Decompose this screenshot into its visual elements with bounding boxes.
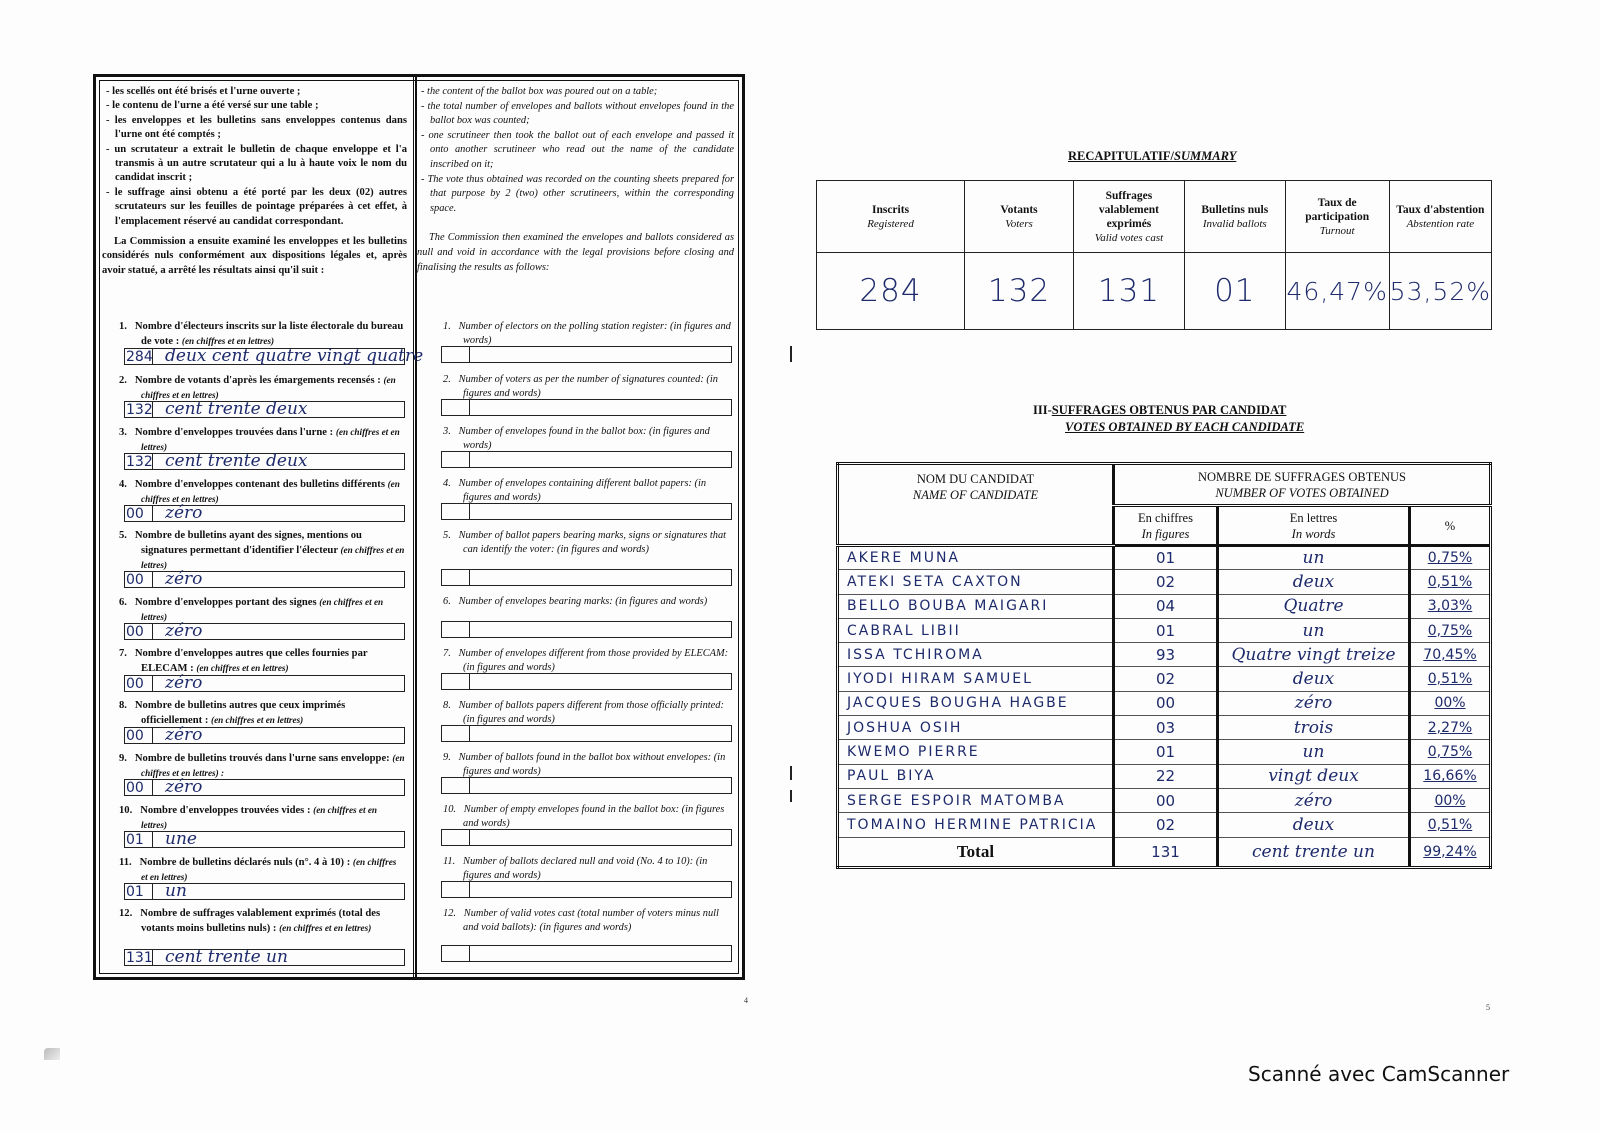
candidate-votes-words: trois	[1218, 716, 1410, 740]
question-en-7	[417, 647, 742, 675]
summary-title-en: SUMMARY	[1174, 149, 1237, 163]
answer-field[interactable]	[124, 727, 405, 744]
question-label: 4. Nombre d'enveloppes contenant des bulletins différents (en chiffres et en lettres)	[119, 479, 400, 504]
summary-invalid-value: 01	[1184, 253, 1285, 330]
answer-figure[interactable]: 00	[125, 624, 153, 639]
candidate-votes-words: un	[1218, 546, 1410, 570]
candidate-percent: 00%	[1410, 691, 1491, 715]
summary-voters-value: 132	[965, 253, 1074, 330]
answer-figure[interactable]	[442, 830, 470, 845]
summary-table	[816, 180, 1492, 330]
candidate-percent: 0,75%	[1410, 546, 1491, 570]
english-column	[416, 77, 742, 977]
question-fr-11	[96, 855, 413, 901]
candidate-votes-figure: 22	[1114, 764, 1218, 788]
intro-bullet: - un scrutateur a extrait le bulletin de chaque enveloppe et l'a transmis à un autre scrutateur qui a lu à haute voix le nom du candidat inscrit ;	[106, 143, 407, 184]
candidate-votes-words: Quatre	[1218, 594, 1410, 618]
answer-words[interactable]	[470, 946, 731, 961]
question-en-4	[417, 477, 742, 505]
answer-figure[interactable]: 00	[125, 728, 153, 743]
intro-bullet: - one scrutineer then took the ballot out of each envelope and passed it onto another scrutineer who read out the name of the candidate inscribed on it;	[421, 129, 734, 170]
answer-figure[interactable]: 132	[126, 402, 153, 418]
question-en-6	[417, 595, 742, 609]
answer-field[interactable]	[124, 779, 405, 796]
intro-bullet: - the content of the ballot box was poured out on a table;	[421, 86, 658, 97]
answer-field[interactable]	[441, 829, 732, 846]
summary-valid-votes-value: 131	[1073, 253, 1184, 330]
question-label: 8. Number of ballots papers different from those officially printed: (in figures and words)	[443, 700, 724, 725]
candidate-name: TOMAINO HERMINE PATRICIA	[838, 813, 1114, 837]
answer-field[interactable]	[124, 571, 405, 588]
answer-words[interactable]	[470, 452, 731, 467]
question-fr-5	[96, 529, 413, 589]
answer-words[interactable]: un	[165, 881, 187, 901]
candidate-name: JACQUES BOUGHA HAGBE	[838, 691, 1114, 715]
answer-figure[interactable]	[442, 452, 470, 467]
candidate-percent: 0,75%	[1410, 618, 1491, 642]
summary-header-row	[817, 181, 1492, 253]
answer-field[interactable]	[124, 505, 405, 522]
total-figure: 131	[1114, 837, 1218, 867]
candidate-name: ISSA TCHIROMA	[838, 643, 1114, 667]
candidate-votes-figure: 00	[1114, 788, 1218, 812]
candidate-percent: 0,51%	[1410, 667, 1491, 691]
question-en-12	[417, 907, 742, 935]
answer-words[interactable]	[470, 400, 731, 415]
answer-words[interactable]	[470, 570, 731, 585]
answer-figure[interactable]	[442, 674, 470, 689]
candidate-row	[838, 788, 1491, 812]
intro-bullet: - The vote thus obtained was recorded on the counting sheets prepared for that purpose by 2 (two) other scrutineers, within the corresponding space.	[421, 173, 734, 214]
question-label: 6. Nombre d'enveloppes portant des signes (en chiffres et en lettres)	[119, 597, 384, 622]
candidate-votes-words: un	[1218, 740, 1410, 764]
french-column	[96, 77, 424, 977]
page-number-right: 5	[1486, 1003, 1490, 1012]
question-label: 6. Number of envelopes bearing marks: (in figures and words)	[443, 596, 708, 607]
answer-words[interactable]: cent trente un	[165, 947, 288, 967]
answer-figure[interactable]	[442, 882, 470, 897]
candidate-name: ATEKI SETA CAXTON	[838, 570, 1114, 594]
answer-words[interactable]: cent trente deux	[165, 451, 308, 471]
candidate-votes-words: un	[1218, 618, 1410, 642]
page-number-left: 4	[744, 996, 748, 1005]
intro-bullet: - les enveloppes et les bulletins sans enveloppes contenus dans l'urne ont été comptés ;	[106, 114, 407, 141]
summary-header-voters: Votants Voters	[965, 181, 1074, 253]
question-fr-12	[96, 907, 413, 967]
answer-figure[interactable]: 00	[125, 676, 153, 691]
answer-field[interactable]	[441, 569, 732, 586]
question-fr-8	[96, 699, 413, 745]
answer-field[interactable]	[124, 623, 405, 640]
question-label: 9. Number of ballots found in the ballot box without envelopes: (in figures and words)	[443, 752, 726, 777]
candidate-votes-words: Quatre vingt treize	[1218, 643, 1410, 667]
answer-figure[interactable]: 01	[125, 884, 153, 899]
candidate-name: SERGE ESPOIR MATOMBA	[838, 788, 1114, 812]
candidates-total-row	[838, 837, 1491, 867]
question-label: 7. Number of envelopes different from those provided by ELECAM: (in figures and words)	[443, 648, 729, 673]
summary-title	[1068, 149, 1236, 164]
candidate-name: PAUL BIYA	[838, 764, 1114, 788]
candidate-row	[838, 764, 1491, 788]
total-label: Total	[838, 837, 1114, 867]
summary-header-valid-votes: Suffrages valablement exprimés Valid votes cast	[1073, 181, 1184, 253]
question-fr-6	[96, 595, 413, 641]
candidate-name: IYODI HIRAM SAMUEL	[838, 667, 1114, 691]
answer-words[interactable]: zéro	[165, 777, 203, 797]
question-label: 3. Number of envelopes found in the ballot box: (in figures and words)	[443, 426, 710, 451]
question-en-8	[417, 699, 742, 727]
candidate-votes-figure: 01	[1114, 618, 1218, 642]
question-fr-3	[96, 425, 413, 471]
question-en-5	[417, 529, 742, 557]
candidate-row	[838, 691, 1491, 715]
candidate-percent: 0,51%	[1410, 813, 1491, 837]
question-label: 2. Number of voters as per the number of signatures counted: (in figures and words)	[443, 374, 718, 399]
intro-french	[102, 85, 407, 278]
answer-words[interactable]	[470, 504, 731, 519]
summary-header-abstention: Taux d'abstention Abstention rate	[1389, 181, 1491, 253]
candidate-votes-figure: 02	[1114, 570, 1218, 594]
answer-words[interactable]	[470, 830, 731, 845]
question-label: 1. Number of electors on the polling station register: (in figures and words)	[443, 321, 731, 346]
binding-mark	[790, 346, 792, 362]
candidate-percent: 00%	[1410, 788, 1491, 812]
header-in-words: En lettres In words	[1218, 506, 1410, 546]
question-label: 12. Nombre de suffrages valablement exprimés (total des votants moins bulletins nuls) : (en chiffres et en lettres)	[119, 908, 381, 934]
answer-field[interactable]	[441, 881, 732, 898]
question-label: 11. Number of ballots declared null and void (No. 4 to 10): (in figures and words)	[443, 856, 708, 881]
question-en-10	[417, 803, 742, 831]
answer-words[interactable]	[470, 674, 731, 689]
answer-field[interactable]	[441, 451, 732, 468]
answer-figure[interactable]	[442, 778, 470, 793]
question-fr-4	[96, 477, 413, 523]
candidates-header-row	[838, 464, 1491, 506]
candidate-row	[838, 643, 1491, 667]
candidate-votes-words: zéro	[1218, 788, 1410, 812]
question-label: 4. Number of envelopes containing different ballot papers: (in figures and words)	[443, 478, 707, 503]
candidate-percent: 70,45%	[1410, 643, 1491, 667]
scanner-watermark: Scanné avec CamScanner	[1248, 1062, 1510, 1086]
candidate-votes-figure: 02	[1114, 667, 1218, 691]
binding-mark	[790, 766, 792, 780]
candidate-votes-words: deux	[1218, 667, 1410, 691]
question-en-11	[417, 855, 742, 883]
answer-field[interactable]	[441, 945, 732, 962]
candidate-votes-figure: 01	[1114, 740, 1218, 764]
question-fr-1	[96, 320, 424, 366]
question-en-1	[417, 320, 742, 348]
candidates-table	[836, 462, 1492, 869]
header-percent: %	[1410, 506, 1491, 546]
question-fr-7	[96, 647, 413, 693]
question-fr-9	[96, 751, 413, 797]
answer-words[interactable]: zéro	[165, 569, 203, 589]
intro-bullet: - le suffrage ainsi obtenu a été porté par les deux (02) autres scrutateurs sur les feuilles de pointage préparées à cet effet, à l'emplacement réservé au candidat correspondant.	[106, 186, 407, 227]
answer-field[interactable]	[124, 453, 405, 470]
answer-words[interactable]: zéro	[165, 725, 203, 745]
candidate-name: JOSHUA OSIH	[838, 716, 1114, 740]
answer-field[interactable]	[441, 503, 732, 520]
summary-header-turnout: Taux de participation Turnout	[1285, 181, 1389, 253]
answer-words[interactable]	[470, 778, 731, 793]
answer-figure[interactable]: 00	[125, 572, 153, 587]
total-words: cent trente un	[1218, 837, 1410, 867]
answer-words[interactable]	[470, 622, 731, 637]
question-en-2	[417, 373, 742, 401]
question-label: 10. Nombre d'enveloppes trouvées vides : (en chiffres et en lettres)	[119, 805, 378, 830]
intro-bullet: - the total number of envelopes and ballots without envelopes found in the ballot box was counted;	[421, 100, 734, 127]
candidate-row	[838, 740, 1491, 764]
answer-words[interactable]: une	[165, 829, 197, 849]
answer-figure[interactable]	[442, 347, 470, 362]
candidate-votes-words: vingt deux	[1218, 764, 1410, 788]
intro-english	[417, 85, 734, 275]
candidates-title-fr: SUFFRAGES OBTENUS PAR CANDIDAT	[1051, 403, 1287, 417]
candidates-title-en: VOTES OBTAINED BY EACH CANDIDATE	[1065, 420, 1305, 434]
candidate-row	[838, 813, 1491, 837]
answer-words[interactable]: zéro	[165, 503, 203, 523]
summary-values-row	[817, 253, 1492, 330]
header-in-figures: En chiffres In figures	[1114, 506, 1218, 546]
question-label: 5. Number of ballot papers bearing marks, signs or signatures that can identify the voter: (in figures and words)	[443, 530, 727, 555]
question-en-9	[417, 751, 742, 779]
candidate-row	[838, 667, 1491, 691]
candidate-row	[838, 546, 1491, 570]
answer-field[interactable]	[124, 883, 405, 900]
question-fr-2	[96, 373, 413, 419]
answer-words[interactable]	[470, 347, 731, 362]
answer-figure[interactable]: 00	[125, 506, 153, 521]
intro-bullet: - le contenu de l'urne a été versé sur une table ;	[106, 100, 319, 112]
candidate-votes-words: deux	[1218, 570, 1410, 594]
answer-field[interactable]	[441, 777, 732, 794]
candidate-votes-figure: 02	[1114, 813, 1218, 837]
summary-turnout-value: 46,47%	[1285, 253, 1389, 330]
candidate-votes-words: deux	[1218, 813, 1410, 837]
question-label: 3. Nombre d'enveloppes trouvées dans l'urne : (en chiffres et en lettres)	[119, 427, 400, 452]
candidate-votes-figure: 01	[1114, 546, 1218, 570]
candidate-votes-figure: 00	[1114, 691, 1218, 715]
answer-field[interactable]	[441, 725, 732, 742]
candidates-section-title	[1033, 402, 1304, 436]
answer-figure[interactable]: 00	[125, 780, 153, 795]
question-label: 10. Number of empty envelopes found in the ballot box: (in figures and words)	[443, 804, 725, 829]
header-votes-obtained: NOMBRE DE SUFFRAGES OBTENUS NUMBER OF VOTES OBTAINED	[1114, 464, 1491, 506]
answer-field[interactable]	[441, 673, 732, 690]
question-fr-10	[96, 803, 413, 849]
candidate-votes-figure: 04	[1114, 594, 1218, 618]
summary-abstention-value: 53,52%	[1389, 253, 1491, 330]
pv-form-left-page	[93, 74, 745, 980]
candidate-name: AKERE MUNA	[838, 546, 1114, 570]
summary-header-invalid: Bulletins nuls Invalid ballots	[1184, 181, 1285, 253]
answer-field[interactable]	[124, 675, 405, 692]
answer-figure[interactable]	[442, 400, 470, 415]
header-candidate-name: NOM DU CANDIDAT NAME OF CANDIDATE	[838, 464, 1114, 546]
answer-figure[interactable]	[442, 504, 470, 519]
section-number: III-	[1033, 403, 1052, 417]
total-percent: 99,24%	[1423, 843, 1477, 860]
question-label: 2. Nombre de votants d'après les émargements recensés : (en chiffres et en lettres)	[119, 375, 396, 400]
answer-field[interactable]	[124, 346, 424, 366]
candidate-percent: 0,75%	[1410, 740, 1491, 764]
answer-words[interactable]	[470, 726, 731, 741]
binding-mark	[790, 790, 792, 802]
candidate-row	[838, 594, 1491, 618]
candidate-votes-figure: 93	[1114, 643, 1218, 667]
answer-figure[interactable]: 01	[125, 832, 153, 847]
answer-figure[interactable]	[442, 570, 470, 585]
candidate-row	[838, 570, 1491, 594]
question-label: 5. Nombre de bulletins ayant des signes, mentions ou signatures permettant d'identifier l'électeur (en chiffres et en lettres)	[119, 530, 405, 570]
intro-paragraph: The Commission then examined the envelopes and ballots considered as null and void in accordance with the legal provisions before closing and finalising the results as follows:	[417, 232, 734, 273]
question-label: 8. Nombre de bulletins autres que ceux imprimés officiellement : (en chiffres et en lettres)	[119, 700, 346, 726]
candidate-percent: 16,66%	[1410, 764, 1491, 788]
answer-figure[interactable]	[442, 726, 470, 741]
candidate-name: CABRAL LIBII	[838, 618, 1114, 642]
summary-registered-value: 284	[817, 253, 965, 330]
question-en-3	[417, 425, 742, 453]
answer-words[interactable]: cent trente deux	[165, 399, 308, 419]
candidate-votes-figure: 03	[1114, 716, 1218, 740]
answer-figure[interactable]: 284	[126, 349, 153, 365]
answer-field[interactable]	[441, 399, 732, 416]
answer-figure[interactable]	[442, 622, 470, 637]
answer-field[interactable]	[441, 346, 732, 363]
answer-field[interactable]	[441, 621, 732, 638]
question-label: 1. Nombre d'électeurs inscrits sur la liste électorale du bureau de vote : (en chiffres et en lettres)	[119, 321, 404, 347]
candidate-percent: 0,51%	[1410, 570, 1491, 594]
answer-field[interactable]	[124, 831, 405, 848]
candidate-row	[838, 618, 1491, 642]
answer-field[interactable]	[124, 949, 405, 966]
summary-title-fr: RECAPITULATIF/	[1068, 149, 1175, 163]
candidate-name: KWEMO PIERRE	[838, 740, 1114, 764]
intro-bullet: - les scellés ont été brisés et l'urne ouverte ;	[106, 86, 301, 97]
page-corner-shadow	[44, 1048, 60, 1060]
candidate-name: BELLO BOUBA MAIGARI	[838, 594, 1114, 618]
answer-figure[interactable]	[442, 946, 470, 961]
question-label: 7. Nombre d'enveloppes autres que celles fournies par ELECAM : (en chiffres et en lettres)	[119, 648, 368, 674]
candidate-percent: 3,03%	[1410, 594, 1491, 618]
answer-words[interactable]: deux cent quatre vingt quatre	[165, 346, 424, 366]
answer-figure[interactable]: 132	[126, 454, 153, 470]
question-label: 11. Nombre de bulletins déclarés nuls (n°. 4 à 10) : (en chiffres et en lettres)	[119, 857, 397, 882]
candidate-votes-words: zéro	[1218, 691, 1410, 715]
intro-paragraph: La Commission a ensuite examiné les enveloppes et les bulletins considérés nuls conformément aux dispositions légales et, après avoir statué, a arrêté les résultats ainsi qu'il suit :	[102, 236, 407, 276]
answer-words[interactable]: zéro	[165, 673, 203, 693]
answer-words[interactable]: zéro	[165, 621, 203, 641]
answer-field[interactable]	[124, 401, 405, 418]
summary-header-registered: Inscrits Registered	[817, 181, 965, 253]
candidate-percent: 2,27%	[1410, 716, 1491, 740]
question-label: 9. Nombre de bulletins trouvés dans l'urne sans enveloppe: (en chiffres et en lettres) :	[119, 753, 405, 778]
question-label: 12. Number of valid votes cast (total number of voters minus null and void ballots): (in figures and words)	[443, 908, 719, 933]
candidate-row	[838, 716, 1491, 740]
answer-words[interactable]	[470, 882, 731, 897]
answer-figure[interactable]: 131	[126, 950, 153, 966]
